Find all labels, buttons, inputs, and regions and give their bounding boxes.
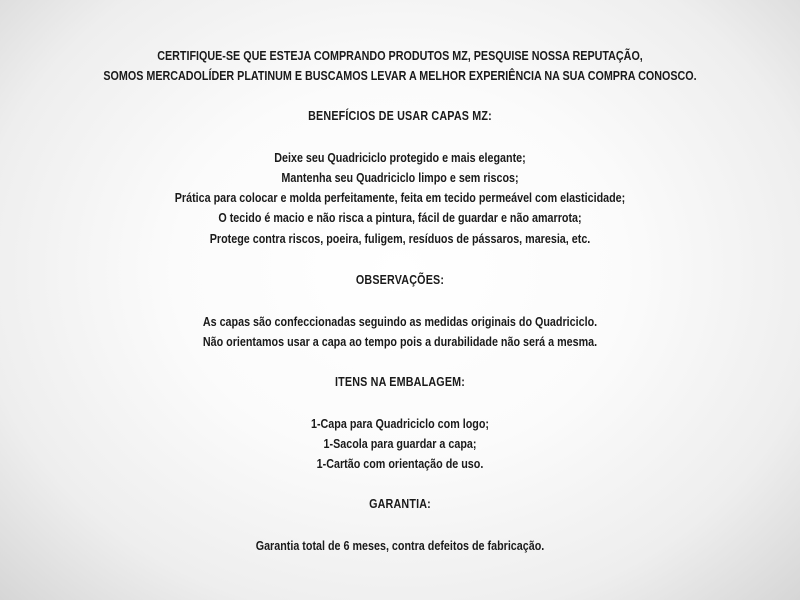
benefit-item: Protege contra riscos, poeira, fuligem, resíduos de pássaros, maresia, etc.	[209, 232, 591, 246]
note-item: As capas são confeccionadas seguindo as medidas originais do Quadriciclo.	[202, 315, 598, 329]
notes-heading: OBSERVAÇÕES:	[355, 273, 445, 287]
package-item: 1-Sacola para guardar a capa;	[323, 437, 477, 451]
benefit-item: Prática para colocar e molda perfeitamente, feita em tecido permeável com elasticidade;	[174, 191, 626, 205]
benefits-heading: BENEFÍCIOS DE USAR CAPAS MZ:	[308, 109, 492, 123]
benefit-item: Mantenha seu Quadriciclo limpo e sem riscos;	[281, 171, 519, 185]
intro-line-2: SOMOS MERCADOLÍDER PLATINUM E BUSCAMOS LEVAR A MELHOR EXPERIÊNCIA NA SUA COMPRA CONOSCO.	[103, 69, 697, 83]
intro-line-1: CERTIFIQUE-SE QUE ESTEJA COMPRANDO PRODUTOS MZ, PESQUISE NOSSA REPUTAÇÃO,	[157, 49, 643, 63]
warranty-text: Garantia total de 6 meses, contra defeitos de fabricação.	[255, 539, 545, 553]
note-item: Não orientamos usar a capa ao tempo pois a durabilidade não será a mesma.	[202, 335, 598, 349]
benefit-item: Deixe seu Quadriciclo protegido e mais elegante;	[274, 151, 526, 165]
warranty-heading: GARANTIA:	[369, 497, 431, 511]
benefit-item: O tecido é macio e não risca a pintura, fácil de guardar e não amarrota;	[218, 211, 582, 225]
package-item: 1-Capa para Quadriciclo com logo;	[310, 417, 490, 431]
package-item: 1-Cartão com orientação de uso.	[316, 457, 484, 471]
package-heading: ITENS NA EMBALAGEM:	[334, 375, 466, 389]
